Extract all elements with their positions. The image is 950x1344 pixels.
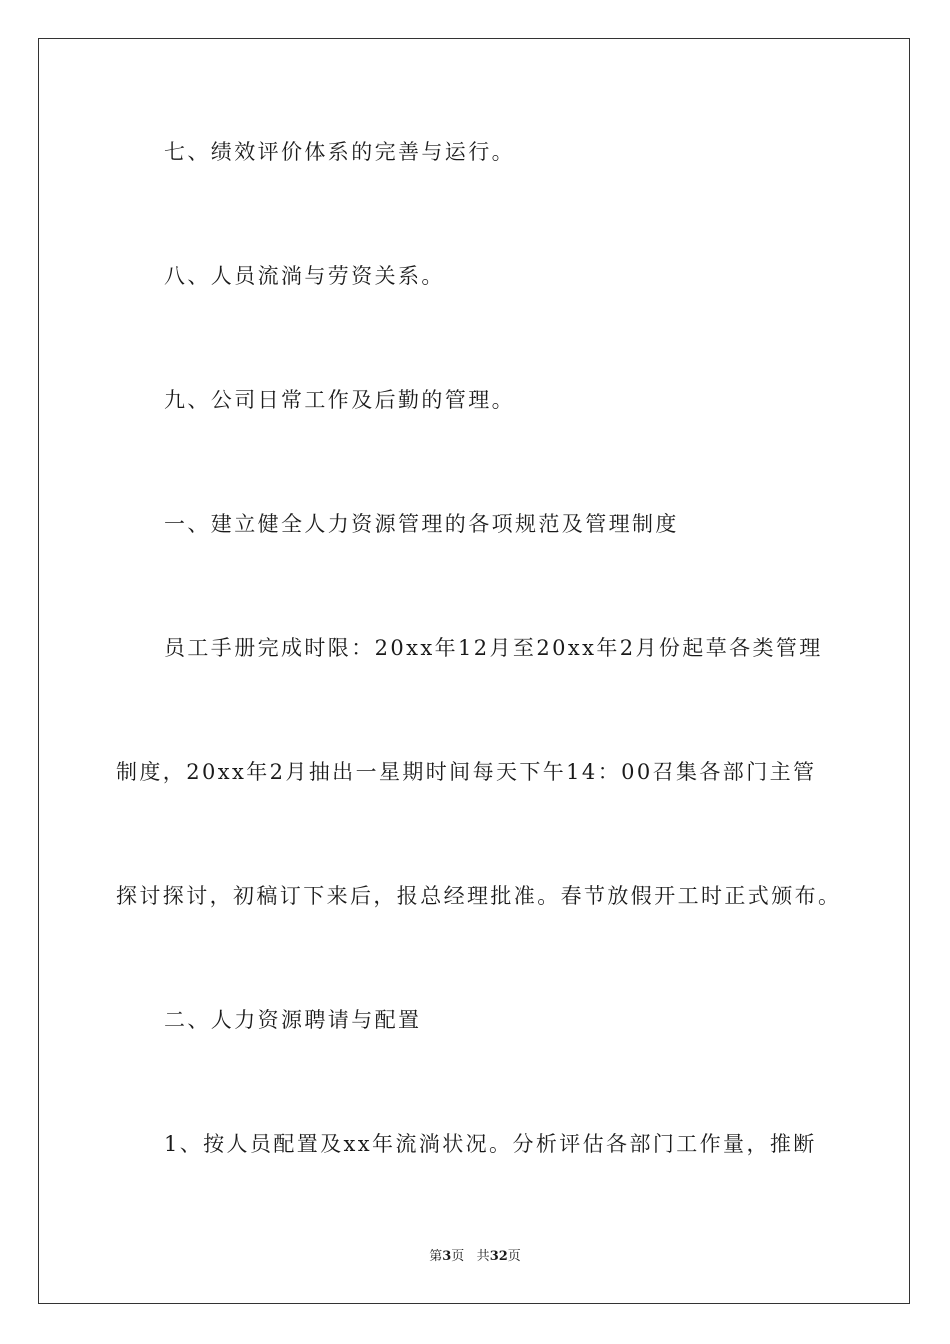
paragraph-handbook-line-1: 员工手册完成时限：20xx年12月至20xx年2月份起草各类管理 bbox=[164, 636, 823, 660]
footer-total-prefix: 共 bbox=[476, 1249, 490, 1264]
paragraph-section-9: 九、公司日常工作及后勤的管理。 bbox=[164, 388, 515, 412]
footer-page-prefix: 第 bbox=[429, 1249, 443, 1264]
page-border bbox=[38, 38, 910, 1304]
footer-current-page: 3 bbox=[442, 1249, 452, 1264]
paragraph-section-7: 七、绩效评价体系的完善与运行。 bbox=[164, 140, 515, 164]
page-footer bbox=[0, 1248, 950, 1266]
paragraph-handbook-line-2: 制度，20xx年2月抽出一星期时间每天下午14：00召集各部门主管 bbox=[116, 760, 817, 784]
paragraph-section-8: 八、人员流淌与劳资关系。 bbox=[164, 264, 445, 288]
heading-section-1: 一、建立健全人力资源管理的各项规范及管理制度 bbox=[164, 512, 679, 536]
footer-total-suffix: 页 bbox=[507, 1249, 521, 1264]
paragraph-staffing-line-1: 1、按人员配置及xx年流淌状况。分析评估各部门工作量，推断 bbox=[164, 1132, 817, 1156]
heading-section-2: 二、人力资源聘请与配置 bbox=[164, 1008, 422, 1032]
footer-total-pages: 32 bbox=[489, 1249, 508, 1264]
paragraph-handbook-line-3: 探讨探讨，初稿订下来后，报总经理批准。春节放假开工时正式颁布。 bbox=[116, 884, 842, 908]
footer-page-suffix: 页 bbox=[451, 1249, 465, 1264]
